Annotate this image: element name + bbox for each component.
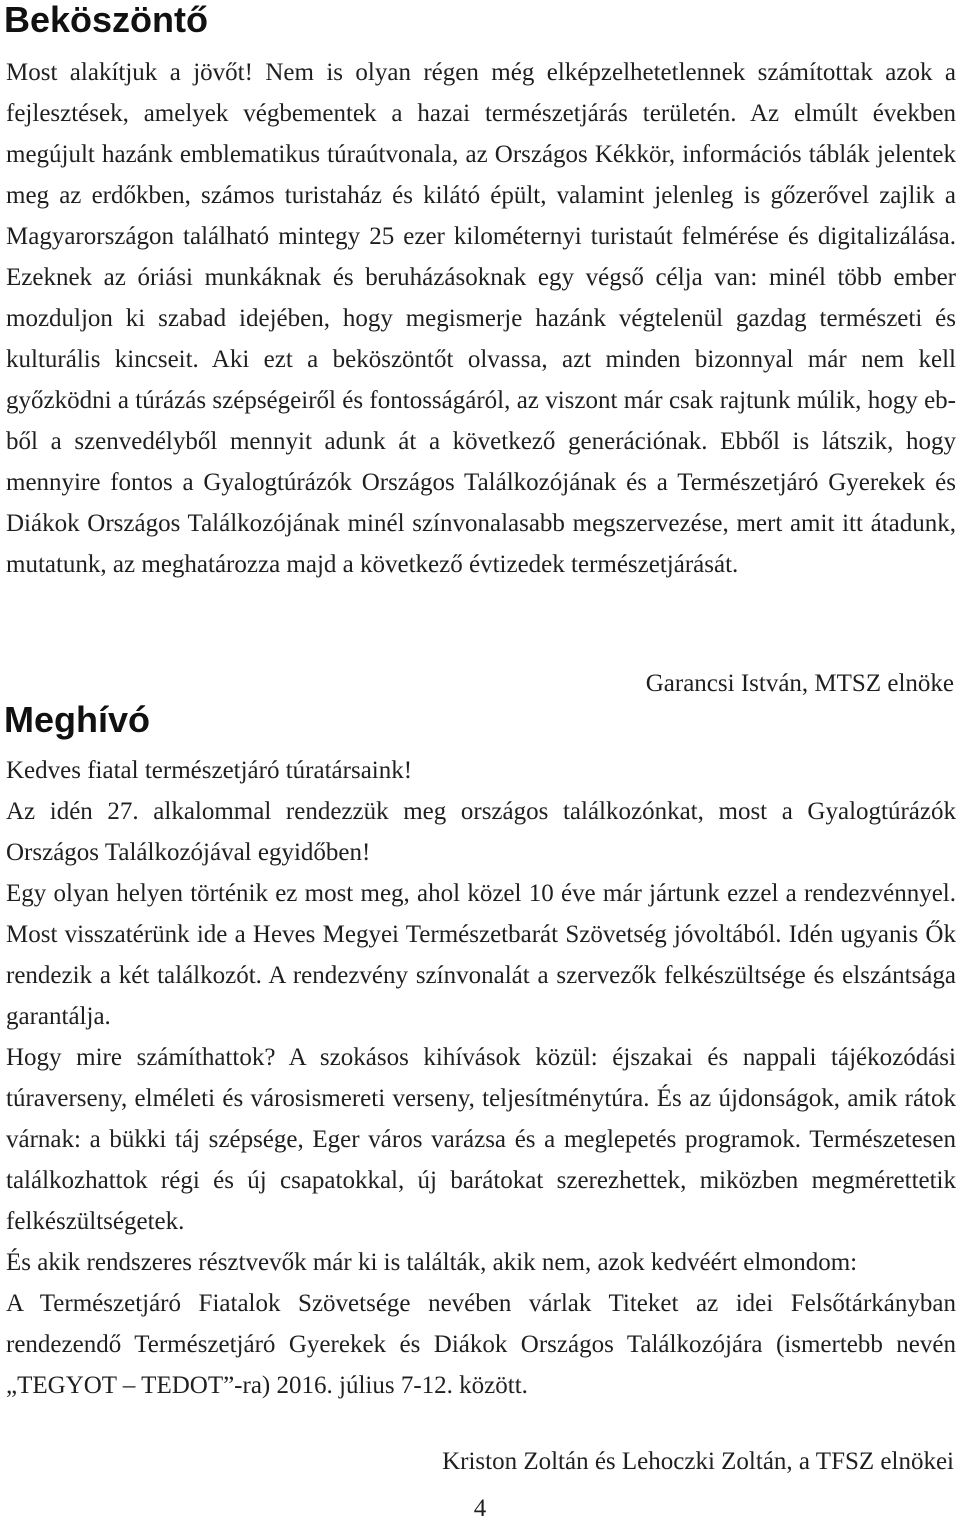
page-number: 4 [473,1495,487,1522]
invitation-paragraph: A Természetjáró Fiatalok Szövetsége nevében várlak Titeket az idei Felsőtárkányban rendezendő Természetjáró Gyerekek és Diákok Országos Találkozójára (ismertebb nevén „TEGYOT – TEDOT”-ra) 2016. július 7-12. között. [6,1290,956,1399]
invitation-paragraph: És akik rendszeres résztvevők már ki is találták, akik nem, azok kedvéért elmondom: [6,1249,858,1276]
invitation-paragraph: Hogy mire számíthattok? A szokásos kihívások közül: éjszakai és nappali tájékozódási túraverseny, elméleti és városismereti verseny, teljesítménytúra. És az újdonságok, amik rátok várnak: a bükki táj szépsége, Eger város varázsa és a meglepetés programok. Természetesen találkozhattok régi és új csapatokkal, új barátokat szerezhettek, miközben megmérettetik felkészültségetek. [6,1044,956,1235]
invitation-paragraph: Kedves fiatal természetjáró túratársaink! [6,757,413,784]
welcome-title: Beköszöntő [4,0,209,40]
invitation-paragraph: Az idén 27. alkalommal rendezzük meg országos találkozónkat, most a Gyalogtúrázók Országos Találkozójával egyidőben! [6,798,956,866]
invitation-paragraph: Egy olyan helyen történik ez most meg, ahol közel 10 éve már jártunk ezzel a rendezvénnyel. Most visszatérünk ide a Heves Megyei Természetbarát Szövetség jóvoltából. Idén ugyanis Ők rendezik a két találkozót. A rendezvény színvonalát a szervezők felkészültsége és elszántsága garantálja. [6,880,956,1030]
invitation-title: Meghívó [4,699,151,740]
welcome-body: Most alakítjuk a jövőt! Nem is olyan régen még elképzelhetetlennek számítottak azok a fejlesztések, amelyek végbementek a hazai természetjárás területén. Az elmúlt években megújult hazánk emblematikus túraútvonala, az Országos Kékkör, információs táblák jelentek meg az erdőkben, számos turistaház és kilátó épült, valamint jelenleg is gőzerővel zajlik a Magyarországon található mintegy 25 ezer kilométernyi turistaút felmérése és digitalizálása. Ezeknek az óriási munkáknak és beruházásoknak egy végső célja van: minél több ember mozduljon ki szabad idejében, hogy megismerje hazánk végtelenül gazdag természeti és kulturális kincseit. Aki ezt a beköszöntőt olvassa, azt minden bizonnyal már nem kell győzködni a túrázás szépségeiről és fontosságáról, az viszont már csak rajtunk múlik, hogy ebből a szenvedélyből mennyit adunk át a következő generációnak. Ebből is látszik, hogy mennyire fontos a Gyalogtúrázók Országos Találkozójának és a Természetjáró Gyerekek és Diákok Országos Találkozójának minél színvonalasabb megszervezése, mert amit itt átadunk, mutatunk, az meghatározza majd a következő évtizedek természetjárását. [6,59,956,578]
invitation-body [6,750,956,1406]
invitation-signature: Kriston Zoltán és Lehoczki Zoltán, a TFSZ elnökei [442,1448,954,1475]
welcome-signature: Garancsi István, MTSZ elnöke [645,670,954,697]
